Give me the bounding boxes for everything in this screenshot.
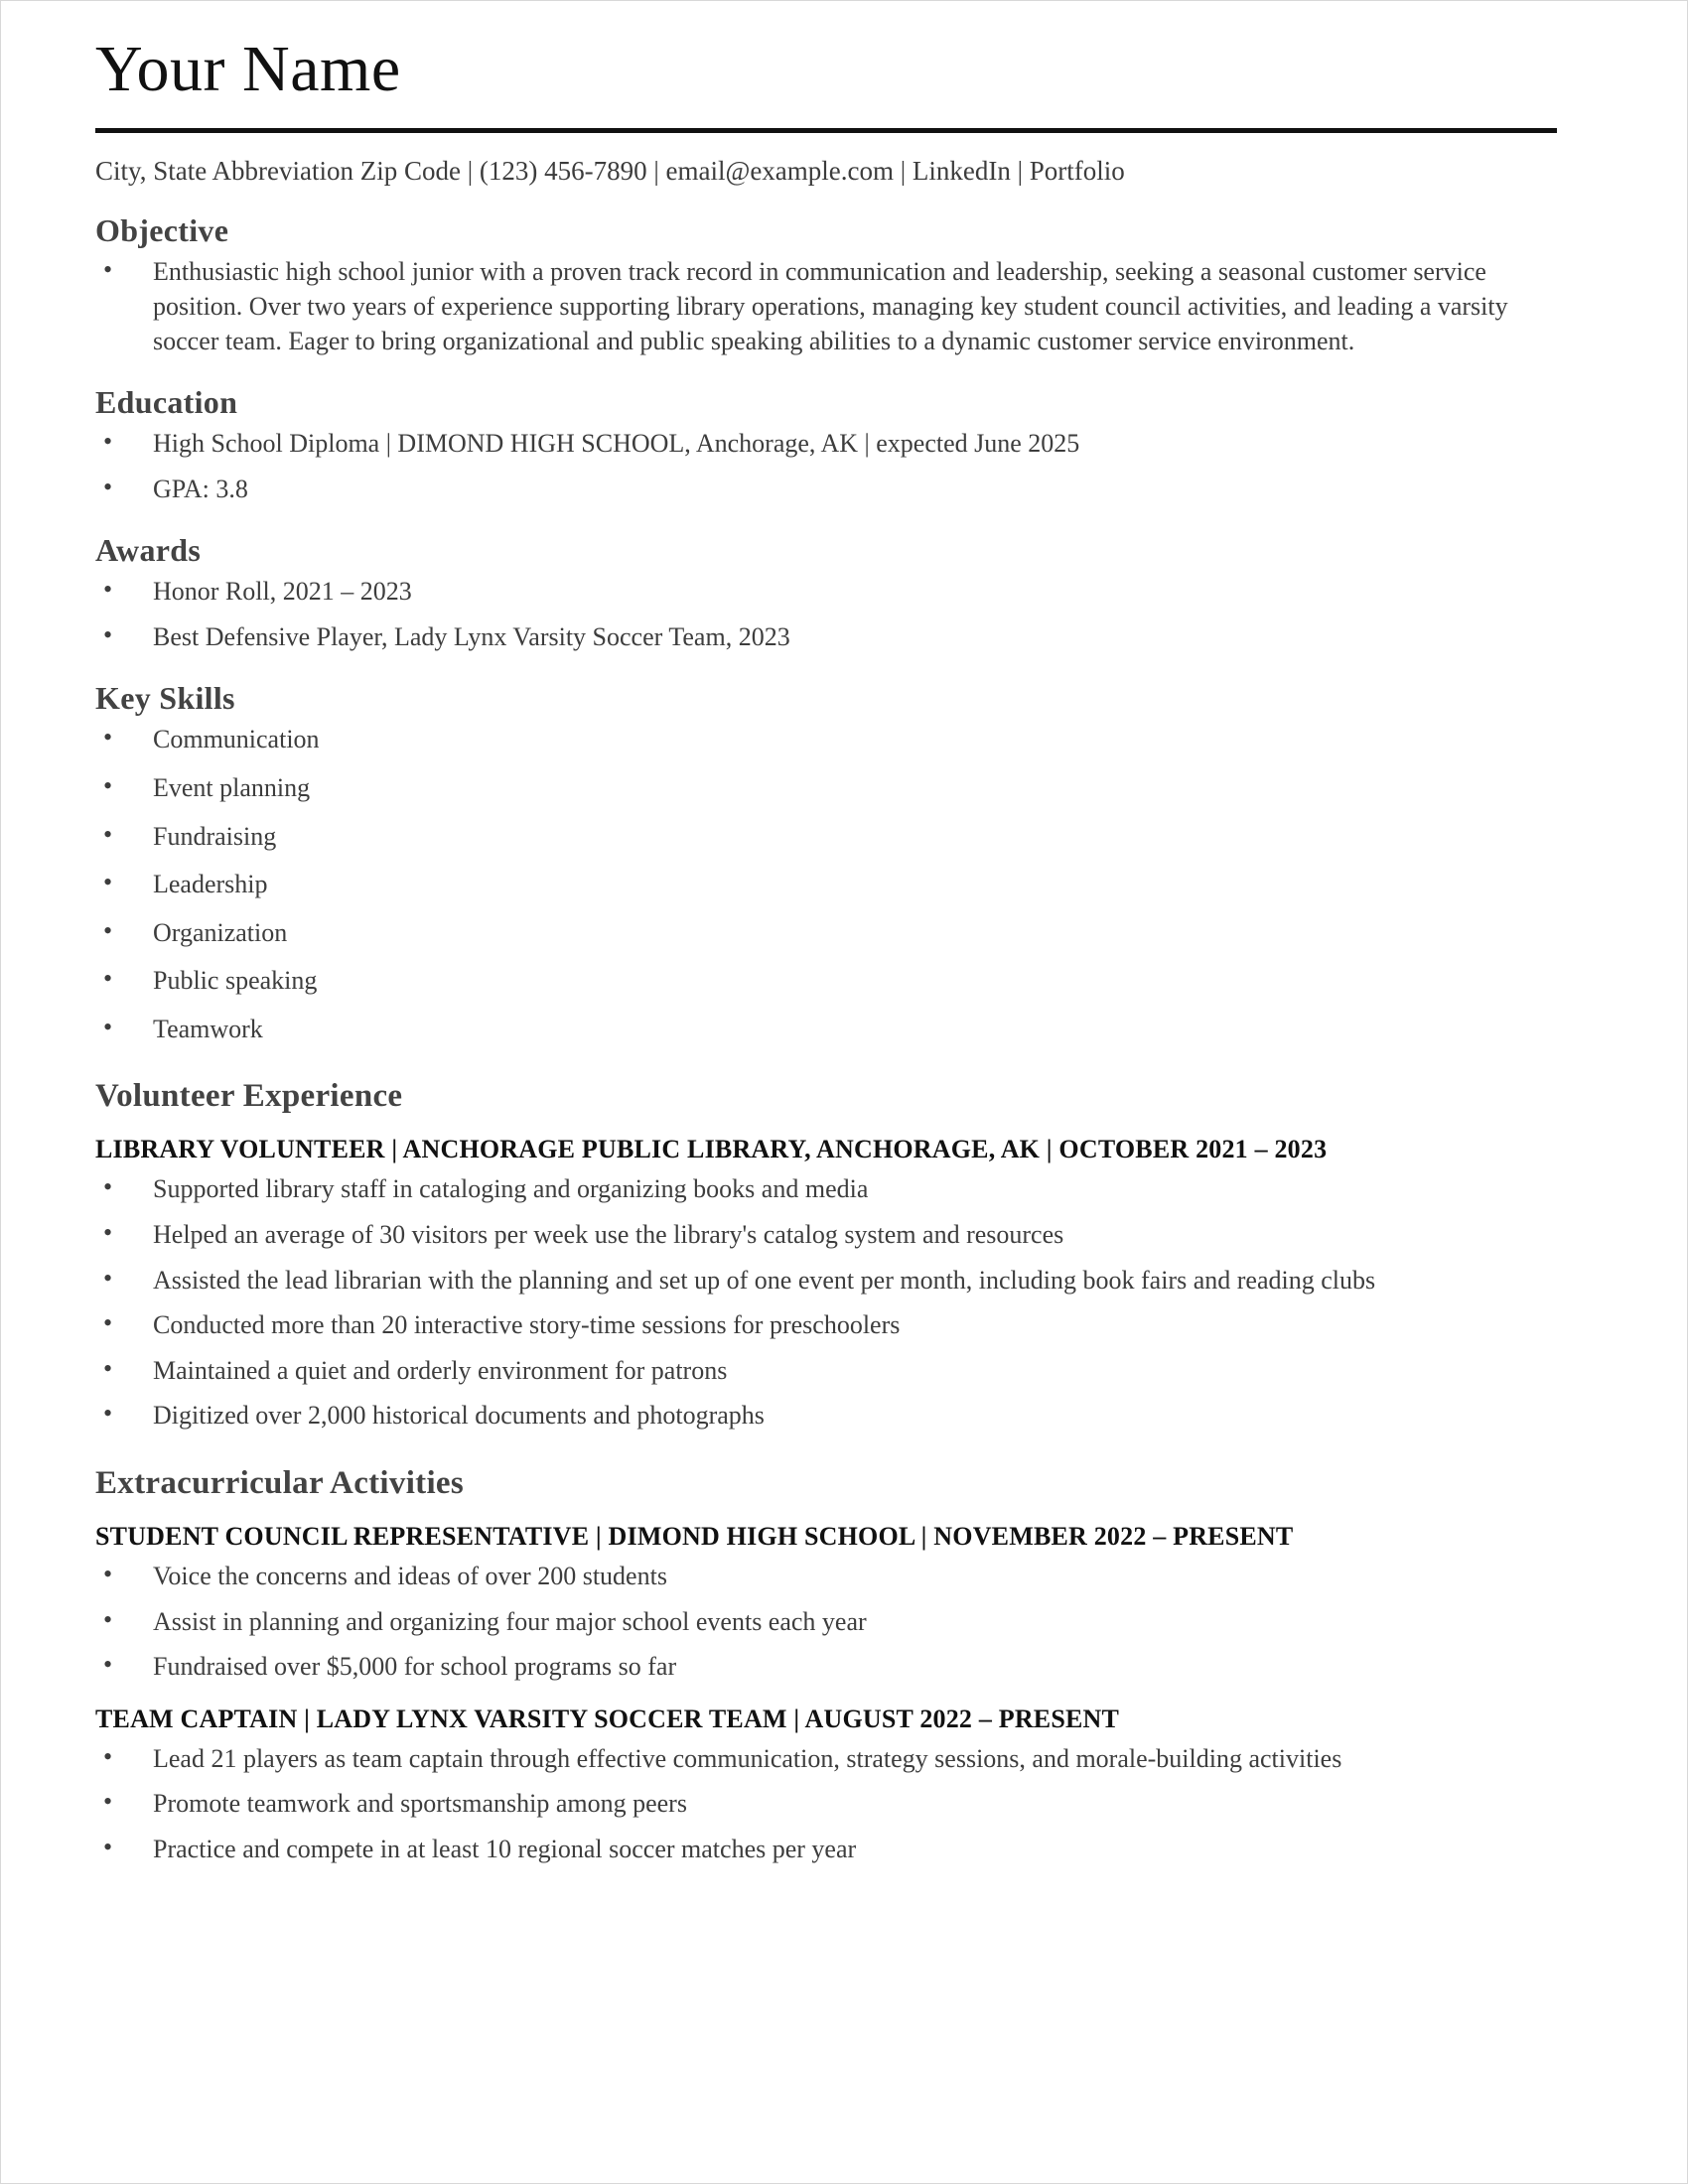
list-item: • Maintained a quiet and orderly environment for patrons — [103, 1354, 1565, 1389]
list-item: • Digitized over 2,000 historical documents and photographs — [103, 1399, 1565, 1433]
header-divider — [95, 128, 1557, 133]
list-item: • Helped an average of 30 visitors per week use the library's catalog system and resources — [103, 1218, 1565, 1253]
section-heading-education: Education — [95, 384, 238, 421]
list-item: • Fundraising — [103, 820, 1565, 855]
contact-line: City, State Abbreviation Zip Code | (123) 456-7890 | email@example.com | LinkedIn | Portfolio — [95, 156, 1125, 186]
volunteer-library-list — [95, 1172, 1565, 1433]
section-heading-extracurricular-activities: Extracurricular Activities — [95, 1464, 465, 1501]
list-item: • Teamwork — [103, 1013, 1565, 1047]
list-item: • Best Defensive Player, Lady Lynx Varsity Soccer Team, 2023 — [103, 620, 1565, 655]
list-item: • Conducted more than 20 interactive story-time sessions for preschoolers — [103, 1308, 1565, 1343]
extracurricular-team-captain-list — [95, 1742, 1565, 1867]
list-item: • Leadership — [103, 868, 1565, 902]
objective-list — [95, 255, 1565, 358]
list-item: • Event planning — [103, 771, 1565, 806]
list-item: • Fundraised over $5,000 for school programs so far — [103, 1650, 1565, 1685]
list-item: • High School Diploma | DIMOND HIGH SCHOOL, Anchorage, AK | expected June 2025 — [103, 427, 1565, 462]
list-item: • Assist in planning and organizing four major school events each year — [103, 1605, 1565, 1640]
extracurricular-student-council-list — [95, 1560, 1565, 1685]
role-title-library-volunteer: LIBRARY VOLUNTEER | ANCHORAGE PUBLIC LIBRARY, ANCHORAGE, AK | OCTOBER 2021 – 2023 — [95, 1135, 1328, 1164]
list-item: • Lead 21 players as team captain through effective communication, strategy sessions, and morale-building activities — [103, 1742, 1565, 1777]
list-item: • Communication — [103, 723, 1565, 757]
awards-list — [95, 575, 1565, 654]
list-item: • Public speaking — [103, 964, 1565, 999]
key-skills-list — [95, 723, 1565, 1046]
resume-content-column — [95, 1, 1565, 1877]
section-heading-key-skills: Key Skills — [95, 680, 235, 717]
section-heading-awards: Awards — [95, 532, 202, 569]
page-title: Your Name — [95, 33, 401, 105]
list-item: • GPA: 3.8 — [103, 473, 1565, 507]
list-item: • Assisted the lead librarian with the planning and set up of one event per month, including book fairs and reading clubs — [103, 1264, 1565, 1298]
list-item: • Enthusiastic high school junior with a proven track record in communication and leadership, seeking a seasonal customer service position. Over two years of experience supporting library operations, managing key student council activities, and leading a varsity soccer team. Eager to bring organizational and public speaking abilities to a dynamic customer service environment. — [103, 255, 1565, 358]
section-heading-volunteer-experience: Volunteer Experience — [95, 1078, 403, 1115]
role-title-team-captain: TEAM CAPTAIN | LADY LYNX VARSITY SOCCER TEAM | AUGUST 2022 – PRESENT — [95, 1704, 1120, 1733]
education-list — [95, 427, 1565, 506]
role-title-student-council: STUDENT COUNCIL REPRESENTATIVE | DIMOND HIGH SCHOOL | NOVEMBER 2022 – PRESENT — [95, 1521, 1294, 1551]
list-item: • Voice the concerns and ideas of over 200 students — [103, 1560, 1565, 1594]
list-item: • Practice and compete in at least 10 regional soccer matches per year — [103, 1833, 1565, 1867]
list-item: • Supported library staff in cataloging and organizing books and media — [103, 1172, 1565, 1207]
list-item: • Honor Roll, 2021 – 2023 — [103, 575, 1565, 610]
section-heading-objective: Objective — [95, 212, 229, 249]
list-item: • Promote teamwork and sportsmanship among peers — [103, 1787, 1565, 1822]
list-item: • Organization — [103, 916, 1565, 951]
